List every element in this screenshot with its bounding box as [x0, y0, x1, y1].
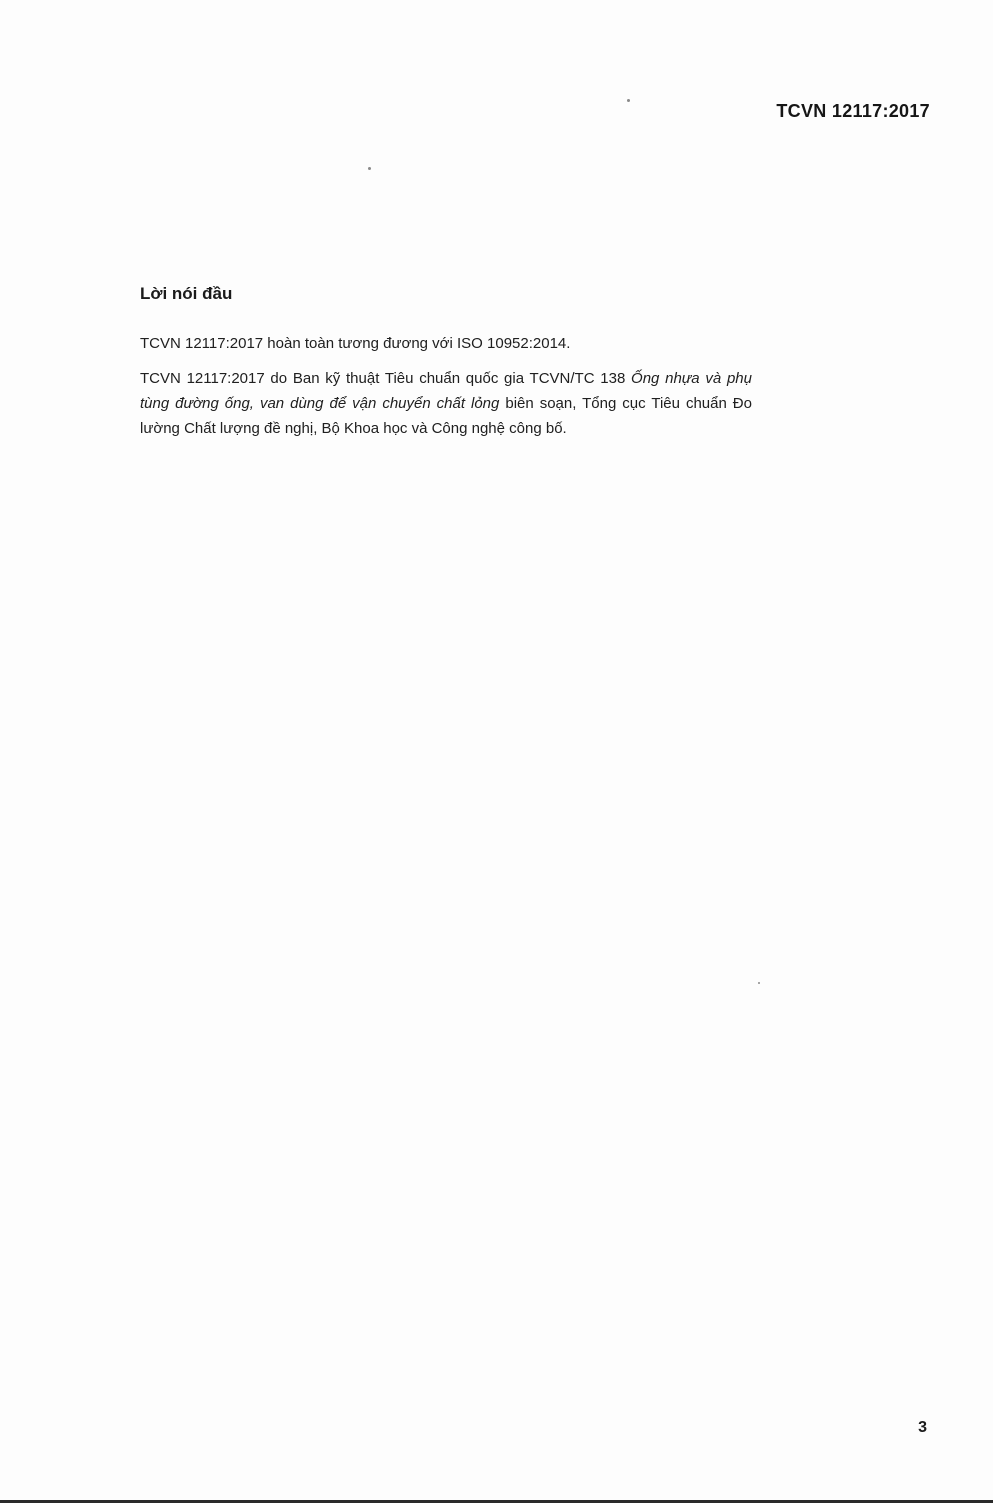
foreword-section: [140, 284, 752, 451]
foreword-paragraph-authorship: [140, 366, 752, 441]
foreword-paragraph-equivalence: TCVN 12117:2017 hoàn toàn tương đương với ISO 10952:2014.: [140, 335, 571, 352]
scan-speck: [368, 167, 371, 170]
standard-code-header: TCVN 12117:2017: [776, 101, 930, 121]
authorship-tail-text: biên soạn, Tổng cục Tiêu chuẩn Đo lường Chất lượng đề nghị, Bộ Khoa học và Công nghệ công bố.: [140, 395, 752, 437]
committee-name: Ống nhựa và phụ tùng đường ống, van dùng để vận chuyển chất lỏng: [140, 370, 752, 412]
foreword-title: Lời nói đầu: [140, 284, 233, 303]
authorship-lead-text: TCVN 12117:2017 do Ban kỹ thuật Tiêu chuẩn quốc gia TCVN/TC 138: [140, 370, 632, 387]
page-number: 3: [918, 1419, 927, 1436]
scan-speck: [758, 982, 760, 984]
scan-speck: [627, 99, 630, 102]
